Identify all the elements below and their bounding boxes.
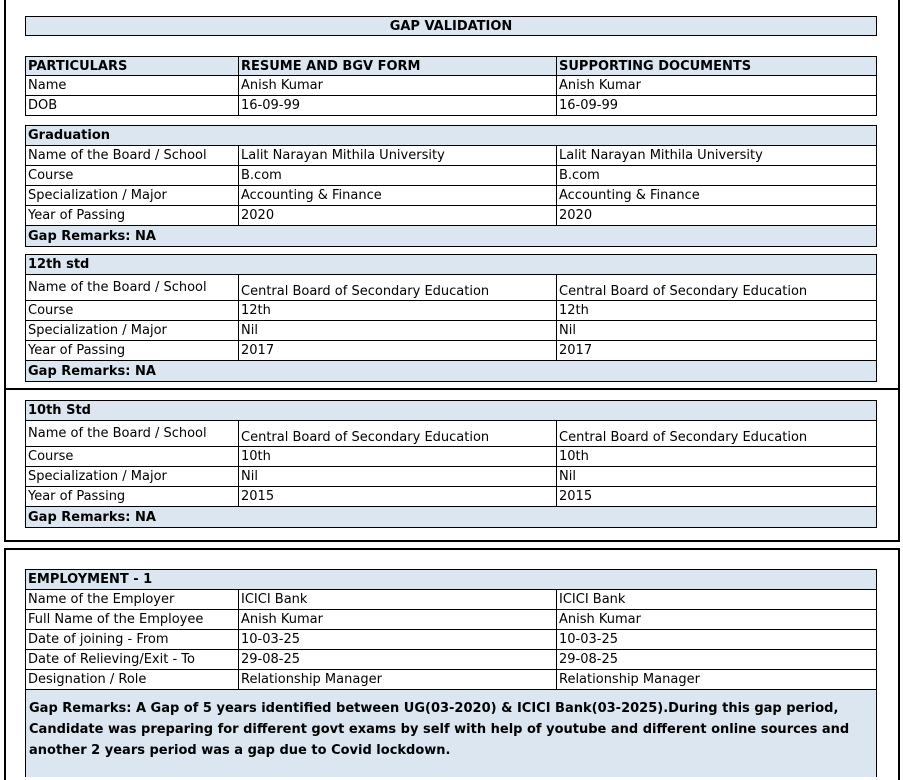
- table-row: [25, 95, 877, 116]
- row-label: Date of joining - From: [26, 630, 239, 649]
- row-docs-value: 2017: [559, 343, 593, 358]
- table-row: [25, 75, 877, 96]
- row-docs-value: 10-03-25: [559, 632, 619, 647]
- table-row: [25, 589, 877, 610]
- table-row: [25, 486, 877, 507]
- row-resume-value: ICICI Bank: [239, 590, 557, 609]
- table-row: [25, 340, 877, 361]
- row-resume-value: B.com: [239, 166, 557, 185]
- row-docs-value: 2015: [559, 489, 593, 504]
- row-label: Course: [26, 166, 239, 185]
- row-label: Specialization / Major: [26, 321, 239, 340]
- row-resume-value: Accounting & Finance: [239, 186, 557, 205]
- section-heading: EMPLOYMENT - 1: [28, 572, 153, 587]
- row-docs-value: Central Board of Secondary Education: [559, 430, 808, 445]
- table-row: [25, 205, 877, 226]
- row-docs-value: Accounting & Finance: [559, 188, 700, 203]
- row-label: Specialization / Major: [26, 186, 239, 205]
- row-label: Year of Passing: [26, 341, 239, 360]
- gap-remarks-10th: [25, 506, 877, 528]
- row-resume-value: Lalit Narayan Mithila University: [239, 146, 557, 165]
- row-docs-value: 12th: [559, 303, 589, 318]
- row-docs-value: Nil: [559, 323, 576, 338]
- row-resume-value: Anish Kumar: [239, 610, 557, 629]
- row-resume-value: 2017: [239, 341, 557, 360]
- row-label: Year of Passing: [26, 487, 239, 506]
- gap-remarks-employment: Gap Remarks: A Gap of 5 years identified between UG(03-2020) & ICICI Bank(03-2025).During this gap period, Candidate was preparing for different govt exams by self with help of youtube and different online sources and another 2 years period was a gap due to Covid lockdown.: [25, 689, 877, 777]
- row-resume-value: Nil: [239, 467, 557, 486]
- row-resume-value: 29-08-25: [239, 650, 557, 669]
- table-row: [25, 420, 877, 447]
- row-docs-value: 16-09-99: [559, 98, 619, 113]
- table-row: [25, 629, 877, 650]
- section-heading-employment: [25, 569, 877, 590]
- row-resume-value: Central Board of Secondary Education: [239, 421, 557, 446]
- row-docs-value: 29-08-25: [559, 652, 619, 667]
- row-docs-value: ICICI Bank: [559, 592, 626, 607]
- row-label: Course: [26, 447, 239, 466]
- table-row: [25, 145, 877, 166]
- row-label: Name of the Board / School: [26, 421, 239, 446]
- section-heading: 12th std: [28, 257, 90, 272]
- gap-remarks: Gap Remarks: NA: [28, 363, 156, 379]
- row-label: Course: [26, 301, 239, 320]
- row-docs-value: B.com: [559, 168, 600, 183]
- header-supporting-docs: SUPPORTING DOCUMENTS: [559, 58, 752, 74]
- row-label: Name of the Board / School: [26, 275, 239, 300]
- table-row: [25, 185, 877, 206]
- row-resume-value: 10-03-25: [239, 630, 557, 649]
- row-resume-value: Nil: [239, 321, 557, 340]
- row-resume-value: 2020: [239, 206, 557, 225]
- section-heading: 10th Std: [28, 403, 91, 418]
- row-label: Name of the Board / School: [26, 146, 239, 165]
- row-docs-value: Nil: [559, 469, 576, 484]
- table-row: [25, 609, 877, 630]
- row-resume-value: Anish Kumar: [239, 76, 557, 95]
- row-resume-value: Central Board of Secondary Education: [239, 275, 557, 300]
- header-particulars: PARTICULARS: [26, 57, 239, 75]
- row-docs-value: Relationship Manager: [559, 672, 700, 687]
- row-resume-value: 16-09-99: [239, 96, 557, 115]
- row-docs-value: Central Board of Secondary Education: [559, 284, 808, 299]
- row-resume-value: 2015: [239, 487, 557, 506]
- gap-remarks-12th: [25, 360, 877, 382]
- row-docs-value: Lalit Narayan Mithila University: [559, 148, 763, 163]
- row-docs-value: 10th: [559, 449, 589, 464]
- row-resume-value: 10th: [239, 447, 557, 466]
- table-row: [25, 320, 877, 341]
- section-heading-12th: [25, 254, 877, 275]
- table-row: [25, 300, 877, 321]
- row-label: Designation / Role: [26, 670, 239, 689]
- row-resume-value: Relationship Manager: [239, 670, 557, 689]
- row-docs-value: 2020: [559, 208, 593, 223]
- header-resume: RESUME AND BGV FORM: [239, 57, 557, 75]
- gap-remarks: Gap Remarks: NA: [28, 228, 156, 244]
- section-heading-10th: [25, 400, 877, 421]
- section-heading: Graduation: [28, 128, 111, 143]
- row-label: Year of Passing: [26, 206, 239, 225]
- title-row: [25, 16, 877, 36]
- row-resume-value: 12th: [239, 301, 557, 320]
- row-label: Specialization / Major: [26, 467, 239, 486]
- row-label: Name of the Employer: [26, 590, 239, 609]
- table-row: [25, 649, 877, 670]
- page-title: GAP VALIDATION: [389, 18, 513, 34]
- gap-remarks: Gap Remarks: NA: [28, 509, 156, 525]
- table-row: [25, 274, 877, 301]
- row-label: DOB: [26, 96, 239, 115]
- table-row: [25, 446, 877, 467]
- table-row: [25, 165, 877, 186]
- table-row: [25, 466, 877, 487]
- table-row: [25, 669, 877, 690]
- gap-remarks-graduation: [25, 225, 877, 247]
- row-docs-value: Anish Kumar: [559, 78, 641, 93]
- section-heading-graduation: [25, 125, 877, 146]
- row-label: Name: [26, 76, 239, 95]
- row-label: Full Name of the Employee: [26, 610, 239, 629]
- row-docs-value: Anish Kumar: [559, 612, 641, 627]
- header-row: [25, 56, 877, 76]
- row-label: Date of Relieving/Exit - To: [26, 650, 239, 669]
